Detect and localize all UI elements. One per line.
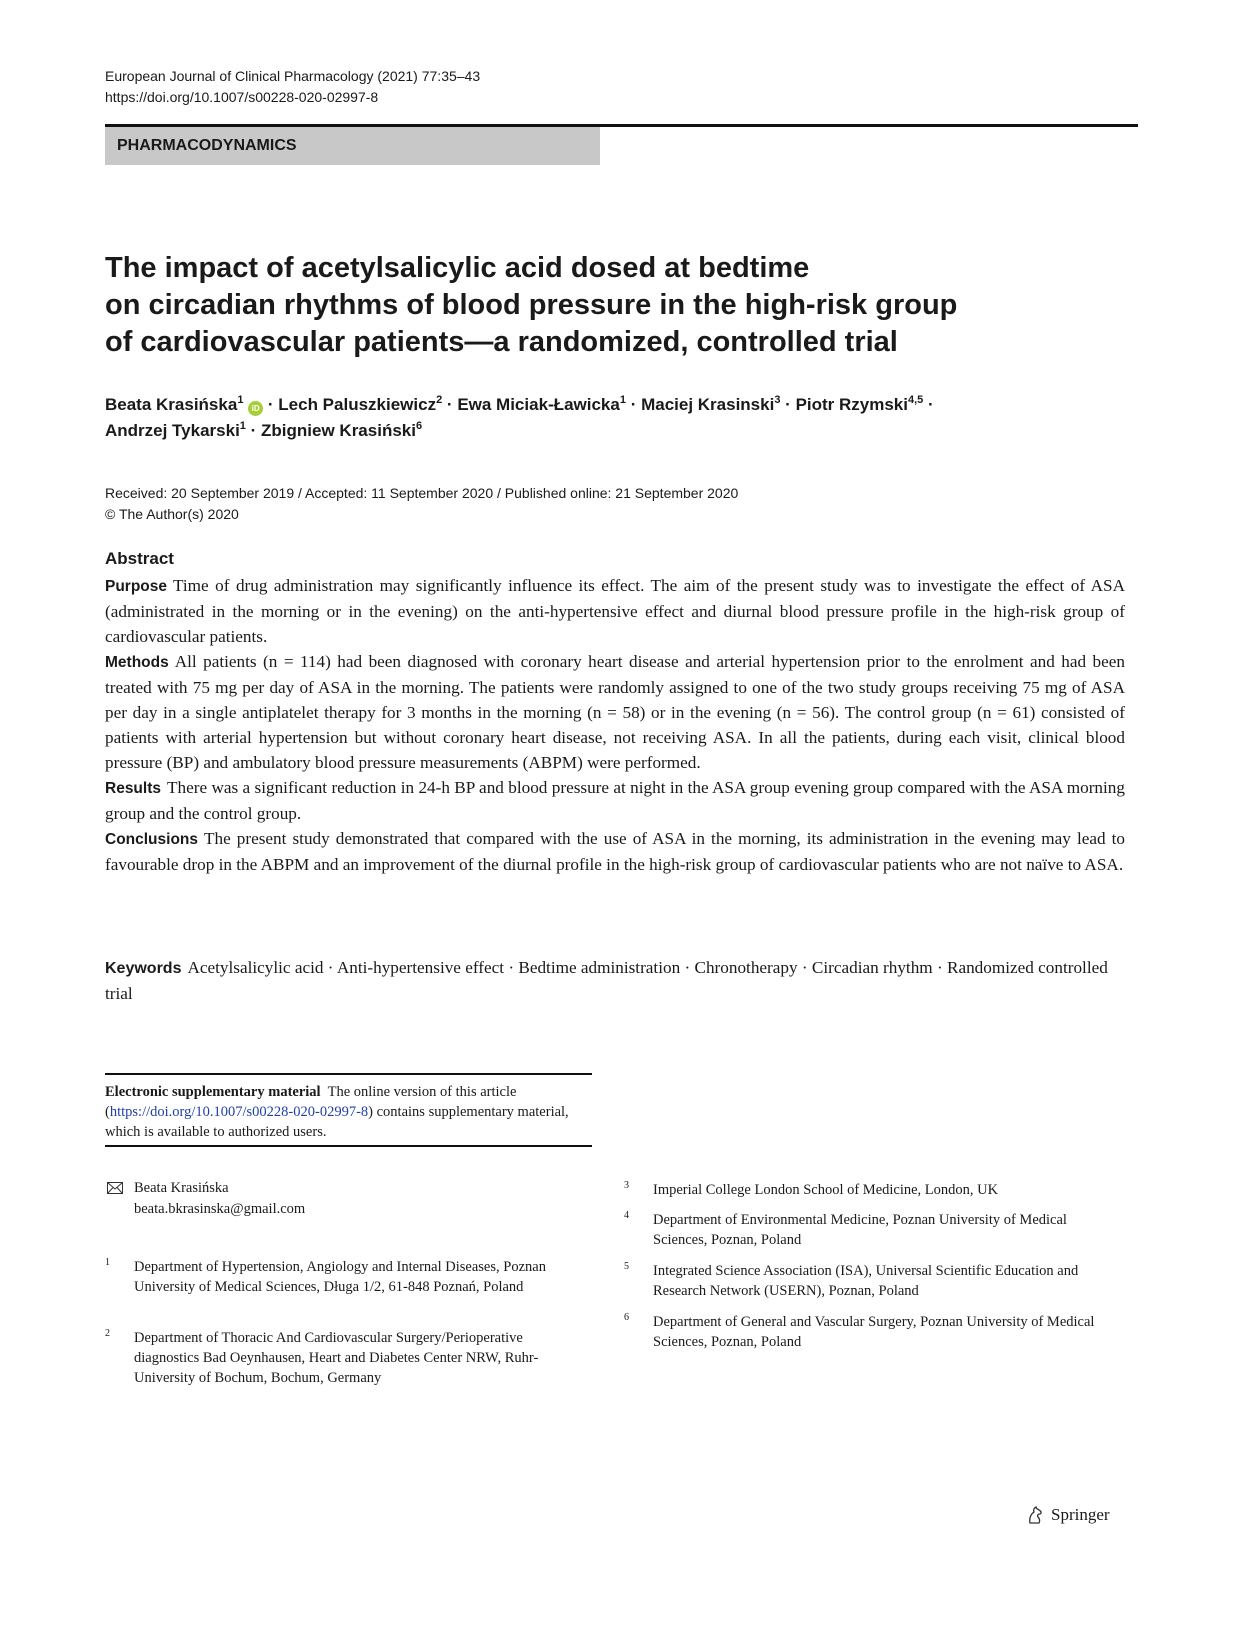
title-line: The impact of acetylsalicylic acid dosed at bedtime [105,252,810,284]
methods-text: All patients (n = 114) had been diagnosed with coronary heart disease and arterial hypertension prior to the enrolment and had been treated with 75 mg per day of ASA in the morning. The patients were randomly assigned to one of the two study groups receiving 75 mg of ASA per day in a single antiplatelet therapy for 3 months in the morning (n = 58) or in the evening (n = 56). The control group (n = 61) consisted of patients with arterial hypertension but without coronary heart disease, not receiving ASA. In all the patients, during each visit, clinical blood pressure (BP) and ambulatory blood pressure measurements (ABPM) were performed. [105,652,1125,772]
keywords-label: Keywords [105,960,182,977]
affiliation-text: Department of Environmental Medicine, Poznan University of Medical Sciences, Poznan, Poland [653,1212,1067,1248]
affiliation-text: Department of Hypertension, Angiology and Internal Diseases, Poznan University of Medical Sciences, Długa 1/2, 61-848 Poznań, Poland [134,1259,546,1295]
affiliation-item [624,1312,1124,1352]
affiliation-number: 3 [624,1180,629,1191]
history-dates: Received: 20 September 2019 / Accepted: 11 September 2020 / Published online: 21 September 2020 [105,485,739,501]
corresponding-email[interactable]: beata.bkrasinska@gmail.com [134,1201,306,1217]
affiliation-item [105,1328,590,1388]
purpose-label: Purpose [105,578,168,595]
article-title [105,250,1105,361]
affiliation-item [105,1257,585,1297]
title-line: on circadian rhythms of blood pressure in the high-risk group [105,289,958,321]
title-line: of cardiovascular patients—a randomized, controlled trial [105,326,898,358]
author-affiliation: 6 [415,420,423,432]
esm-text-end: ) contains supplementary material, which is available to authorized users. [105,1104,569,1140]
author-affiliation: 3 [774,394,781,406]
abstract-heading: Abstract [105,549,174,568]
publisher-name: Springer [1051,1505,1110,1524]
affiliation-text: Department of General and Vascular Surgery, Poznan University of Medical Sciences, Poznan, Poland [653,1314,1095,1350]
author-list [105,392,1145,444]
author-name[interactable]: Ewa Miciak-Ławicka [457,395,620,414]
affiliation-number: 5 [624,1261,629,1272]
section-label: PHARMACODYNAMICS [105,127,600,165]
keywords [105,955,1125,1006]
supplementary-note [105,1073,592,1147]
affiliation-text: Imperial College London School of Medicine, London, UK [653,1182,999,1198]
conclusions-text: The present study demonstrated that compared with the use of ASA in the morning, its administration in the evening may lead to favourable drop in the ABPM and an improvement of the diurnal profile in the high-risk group of cardiovascular patients who are not naïve to ASA. [105,829,1125,874]
affiliation-number: 2 [105,1328,110,1339]
results-text: There was a significant reduction in 24-h BP and blood pressure at night in the ASA group evening group compared with the ASA morning group and the control group. [105,778,1125,823]
corresponding-name: Beata Krasińska [134,1180,229,1196]
publication-dates [105,483,738,525]
conclusions-label: Conclusions [105,831,199,848]
orcid-icon[interactable]: iD [248,401,263,416]
author-affiliation: 4,5 [908,394,924,406]
esm-text: The online version of this article ( [105,1084,517,1120]
author-name[interactable]: Piotr Rzymski [795,395,908,414]
author-name[interactable]: Maciej Krasinski [641,395,775,414]
abstract-methods [105,649,1125,775]
author-line: Andrzej Tykarski$^1$ · Zbigniew Krasiński$^6$ [105,420,423,440]
abstract-purpose [105,573,1125,649]
author-line: Beata Krasińska$^1$ iD · Lech Paluszkiewicz$^2$ · Ewa Miciak-Ławicka$^1$ · Maciej Krasinski$^3$ · Piotr Rzymski$^{4,5}$ · [105,394,934,414]
affiliation-number: 4 [624,1210,629,1221]
purpose-text: Time of drug administration may significantly influence its effect. The aim of the present study was to investigate the effect of ASA (administrated in the morning or in the evening) on the anti-hypertensive effect and diurnal blood pressure profile in the high-risk group of cardiovascular patients. [105,576,1125,646]
affiliation-number: 1 [105,1257,110,1268]
corresponding-author [105,1178,305,1220]
abstract-body [105,573,1125,877]
author-affiliation: 1 [239,420,246,432]
abstract-conclusions [105,826,1125,877]
affiliation-item [624,1210,1094,1250]
abstract-results [105,775,1125,826]
methods-label: Methods [105,654,169,671]
author-name[interactable]: Andrzej Tykarski [105,421,240,440]
affiliation-item [624,1261,1124,1301]
esm-link[interactable]: https://doi.org/10.1007/s00228-020-02997-8 [109,1104,369,1120]
journal-citation: European Journal of Clinical Pharmacology (2021) 77:35–43 [105,68,481,84]
author-name[interactable]: Zbigniew Krasiński [261,421,416,440]
envelope-icon [107,1182,123,1194]
author-affiliation: 1 [619,394,626,406]
affiliation-text: Department of Thoracic And Cardiovascular Surgery/Perioperative diagnostics Bad Oeynhausen, Heart and Diabetes Center NRW, Ruhr-University of Bochum, Bochum, Germany [134,1330,539,1386]
esm-label: Electronic supplementary material [105,1084,321,1100]
affiliation-text: Integrated Science Association (ISA), Universal Scientific Education and Research Network (USERN), Poznan, Poland [653,1263,1079,1299]
springer-horse-icon [1025,1505,1045,1525]
results-label: Results [105,780,161,797]
keywords-text: Acetylsalicylic acid · Anti-hypertensive effect · Bedtime administration · Chronotherapy · Circadian rhythm · Randomized controlled trial [105,958,1108,1003]
copyright: © The Author(s) 2020 [105,506,239,522]
affiliation-number: 6 [624,1312,629,1323]
author-name[interactable]: Lech Paluszkiewicz [278,395,437,414]
author-name[interactable]: Beata Krasińska [105,395,238,414]
publisher-logo [1025,1505,1110,1525]
article-doi[interactable]: https://doi.org/10.1007/s00228-020-02997-8 [105,89,379,105]
affiliation-item [624,1180,1104,1200]
journal-header [105,66,480,108]
author-affiliation: 1 [237,394,244,406]
author-affiliation: 2 [436,394,443,406]
